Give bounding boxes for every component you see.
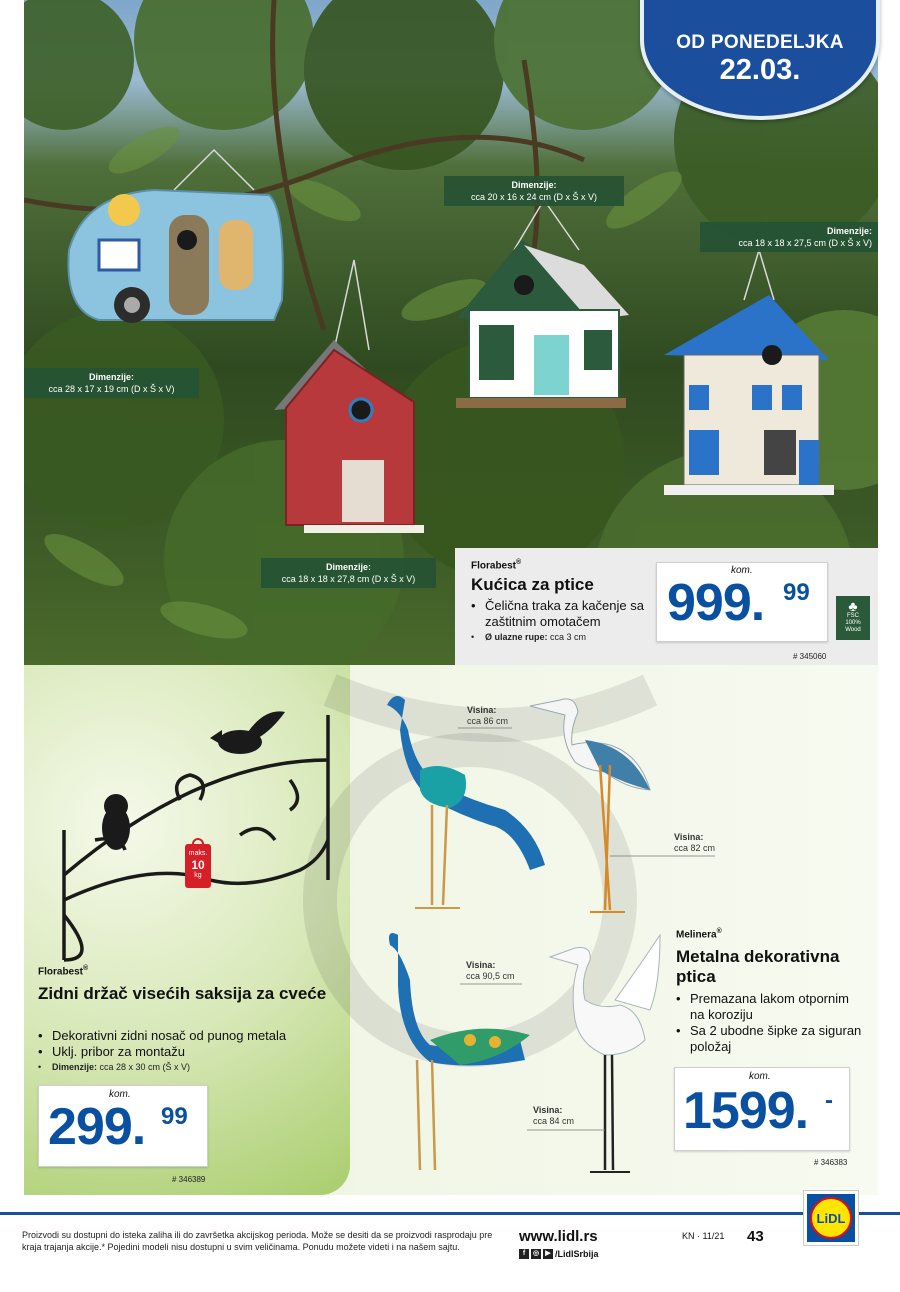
footer-divider	[0, 1212, 900, 1215]
brand-text: Florabest	[471, 560, 517, 572]
bullet-item: • Dekorativni zidni nosač od punog metala	[36, 1028, 346, 1044]
price-unit: kom.	[749, 1071, 771, 1082]
dim-label: Dimenzije:	[88, 372, 134, 382]
lidl-logo-graphic	[804, 1191, 858, 1245]
height-label-title: Visina:	[533, 1105, 563, 1115]
fsc-line1: FSC	[847, 613, 859, 619]
fsc-tree-icon: ♣	[848, 598, 858, 614]
metal-bird-title: Metalna dekorativna ptica	[676, 947, 840, 986]
birdhouse-title: Kućica za ptice	[471, 575, 594, 594]
price-main: 1599.	[683, 1082, 809, 1140]
bullet-label: Ø ulazne rupe:	[485, 632, 548, 642]
date-badge-label: OD PONEDELJKA	[676, 32, 844, 53]
dim-value: cca 28 x 17 x 19 cm (D x Š x V)	[48, 384, 175, 394]
weight-tag	[185, 849, 211, 881]
facebook-icon[interactable]: f	[519, 1249, 529, 1259]
planter-title: Zidni držač visećih saksija za cveće	[38, 984, 327, 1003]
social-links	[519, 1249, 599, 1259]
price-unit: kom.	[109, 1089, 131, 1100]
metal-bird-price-box	[674, 1067, 850, 1151]
dim-label: Dimenzije:	[325, 562, 371, 572]
price-cents: 99	[783, 579, 810, 606]
price-main: 999.	[667, 574, 765, 632]
instagram-icon[interactable]: ◎	[532, 1250, 540, 1257]
fsc-line2: 100%	[845, 620, 861, 626]
bullet-item: • Čelična traka za kačenje sa zaštitnim omotačem	[469, 598, 661, 630]
birdhouse-sku: # 345060	[793, 652, 827, 661]
height-label-title: Visina:	[674, 832, 704, 842]
weight-tag-line2: 10	[191, 858, 205, 872]
height-value: cca 86 cm	[467, 716, 509, 726]
weight-tag-line1: maks.	[188, 850, 208, 857]
planter-bullets	[36, 1028, 346, 1074]
dim-value: cca 18 x 18 x 27,5 cm (D x Š x V)	[738, 238, 872, 248]
planter-sku: # 346389	[172, 1175, 206, 1184]
brand-text: Florabest	[38, 966, 84, 978]
metal-bird-sku: # 346383	[814, 1158, 848, 1167]
date-badge-date: 22.03.	[719, 54, 801, 86]
catalog-code: KN · 11/21	[682, 1231, 725, 1241]
youtube-icon[interactable]: ▶	[543, 1249, 553, 1259]
dim-label: Dimenzije:	[511, 180, 557, 190]
dim-value: cca 20 x 16 x 24 cm (D x Š x V)	[470, 192, 598, 202]
height-label-title: Visina:	[467, 705, 497, 715]
height-value: cca 82 cm	[674, 843, 716, 853]
bullet-item: • Uklj. pribor za montažu	[36, 1044, 346, 1060]
price-main: 299.	[48, 1098, 146, 1156]
height-value: cca 90,5 cm	[466, 971, 515, 981]
website-link[interactable]: www.lidl.rs	[519, 1228, 598, 1245]
weight-tag-line3: kg	[194, 872, 202, 879]
brand-text: Melinera	[676, 929, 717, 941]
height-label-peacock-top	[467, 705, 508, 727]
price-cents: 99	[161, 1103, 188, 1130]
height-label-heron-top	[674, 832, 715, 854]
metal-bird-bullets	[674, 991, 864, 1055]
height-label-heron-bottom	[533, 1105, 574, 1127]
bullet-item: • Sa 2 ubodne šipke za siguran položaj	[674, 1023, 864, 1055]
price-cents: -	[825, 1087, 833, 1114]
birdhouse-brand: Florabest®	[471, 559, 522, 572]
height-value: cca 84 cm	[533, 1116, 575, 1126]
bullet-item-small	[36, 1060, 346, 1074]
height-label-peacock-bottom	[466, 960, 515, 982]
bullet-item: • Premazana lakom otpornim na koroziju	[674, 991, 864, 1023]
bullet-value: cca 3 cm	[550, 632, 587, 642]
fsc-line3: Wood	[845, 627, 861, 633]
planter-brand: Florabest®	[38, 965, 89, 978]
metal-bird-brand: Melinera®	[676, 928, 722, 941]
dim-label: Dimenzije:	[826, 226, 872, 236]
footer-disclaimer: Proizvodi su dostupni do isteka zaliha ili do završetka akcijskog perioda. Može se desiti da se proizvodi rasprodaju pre kraja trajanja akcije.* Pojedini modeli nisu dostupni u svim veličinama. Ponudu možete videti i na našem sajtu.	[22, 1230, 493, 1252]
lidl-logo-text: LiDL	[816, 1211, 846, 1226]
price-unit: kom.	[731, 565, 753, 576]
bullet-value: cca 28 x 30 cm (Š x V)	[99, 1062, 191, 1072]
page-number: 43	[747, 1228, 764, 1245]
planter-price-box	[38, 1085, 208, 1167]
bullet-label: Dimenzije:	[52, 1062, 98, 1072]
social-handle: /LidlSrbija	[555, 1249, 599, 1259]
lidl-logo	[803, 1190, 859, 1246]
dim-value: cca 18 x 18 x 27,8 cm (D x Š x V)	[281, 574, 416, 584]
height-label-title: Visina:	[466, 960, 496, 970]
